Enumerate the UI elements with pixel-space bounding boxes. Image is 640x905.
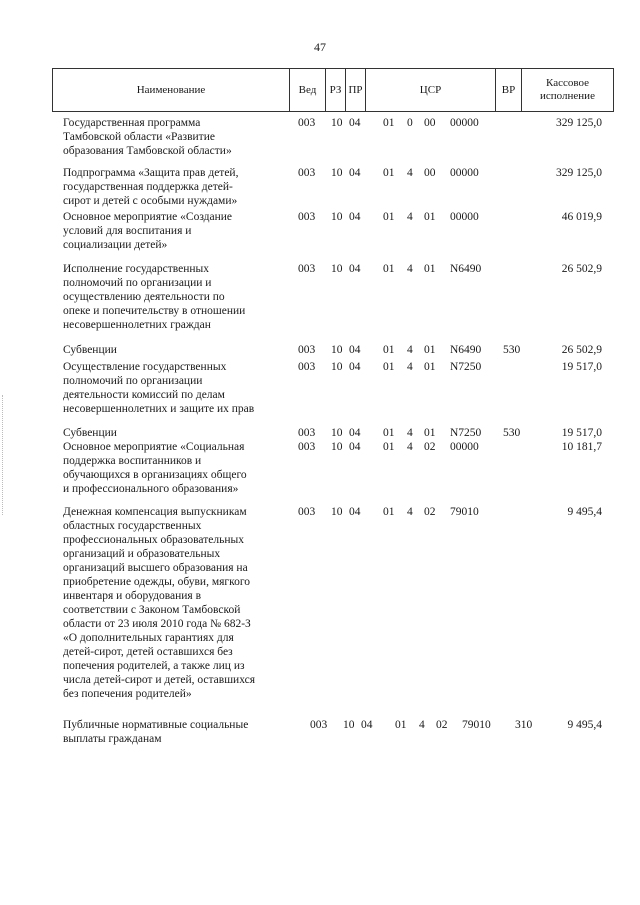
header-pr: ПР	[345, 68, 365, 112]
row-name-line: Подпрограмма «Защита прав детей,	[63, 167, 239, 179]
row-name-line: несовершеннолетних и защите их прав	[63, 403, 255, 415]
row-csr-direction: N6490	[450, 263, 482, 275]
row-csr-program: 01	[383, 167, 395, 179]
header-rz: РЗ	[325, 68, 345, 112]
row-csr-subprogram: 4	[407, 441, 413, 453]
row-pr: 04	[349, 211, 361, 223]
row-vr: 310	[515, 719, 533, 731]
row-csr-subprogram: 4	[407, 211, 413, 223]
row-name	[63, 426, 293, 440]
row-pr: 04	[349, 427, 361, 439]
row-rz: 10	[331, 441, 343, 453]
row-name-line: без попечения родителей»	[63, 688, 192, 700]
row-pr: 04	[349, 506, 361, 518]
row-name	[63, 262, 293, 332]
row-amount: 9 495,4	[567, 506, 602, 518]
row-csr-direction: N7250	[450, 361, 482, 373]
row-name	[63, 718, 293, 746]
row-name-line: полномочий по организации	[63, 375, 203, 387]
row-name-line: организаций и образовательных	[63, 548, 221, 560]
row-name-line: Осуществление государственных	[63, 361, 227, 373]
row-csr-activity: 01	[424, 427, 436, 439]
row-rz: 10	[331, 117, 343, 129]
row-csr-direction: 00000	[450, 441, 479, 453]
row-name	[63, 116, 293, 158]
row-csr-direction: N7250	[450, 427, 482, 439]
row-amount: 46 019,9	[561, 211, 602, 223]
row-csr-program: 01	[383, 263, 395, 275]
row-rz: 10	[331, 361, 343, 373]
row-rz: 10	[331, 211, 343, 223]
row-rz: 10	[331, 263, 343, 275]
row-ved: 003	[298, 427, 316, 439]
row-name	[63, 166, 293, 208]
row-ved: 003	[298, 167, 316, 179]
margin-scan-artifact	[2, 395, 6, 515]
row-name-line: организаций высшего образования на	[63, 562, 248, 574]
row-name-line: Денежная компенсация выпускникам	[63, 506, 247, 518]
row-name-line: «О дополнительных гарантиях для	[63, 632, 234, 644]
page-number: 47	[314, 40, 326, 54]
row-amount: 26 502,9	[561, 344, 602, 356]
row-csr-program: 01	[383, 441, 395, 453]
header-amount	[521, 68, 614, 112]
header-amount-line2: исполнение	[540, 90, 595, 102]
row-name-line: образования Тамбовской области»	[63, 145, 232, 157]
row-csr-subprogram: 4	[407, 167, 413, 179]
row-ved: 003	[298, 506, 316, 518]
header-csr: ЦСР	[365, 68, 495, 112]
row-csr-program: 01	[383, 361, 395, 373]
row-csr-subprogram: 0	[407, 117, 413, 129]
row-csr-activity: 01	[424, 211, 436, 223]
header-name: Наименование	[52, 68, 289, 112]
row-name-line: числа детей-сирот и детей, оставшихся	[63, 674, 256, 686]
row-csr-activity: 01	[424, 263, 436, 275]
row-csr-activity: 02	[436, 719, 448, 731]
row-pr: 04	[361, 719, 373, 731]
row-amount: 19 517,0	[561, 427, 602, 439]
row-name-line: Публичные нормативные социальные	[63, 719, 249, 731]
row-name-line: государственная поддержка детей-	[63, 181, 233, 193]
row-name-line: детей-сирот, детей оставшихся без	[63, 646, 233, 658]
row-name-line: поддержка воспитанников и	[63, 455, 202, 467]
row-ved: 003	[298, 117, 316, 129]
row-csr-activity: 00	[424, 167, 436, 179]
row-csr-direction: 00000	[450, 117, 479, 129]
row-rz: 10	[331, 167, 343, 179]
row-csr-direction: 79010	[462, 719, 491, 731]
row-csr-activity: 00	[424, 117, 436, 129]
row-name-line: и профессионального образования»	[63, 483, 239, 495]
row-name-line: выплаты гражданам	[63, 733, 162, 745]
row-csr-activity: 01	[424, 361, 436, 373]
row-csr-subprogram: 4	[419, 719, 425, 731]
row-name-line: областных государственных	[63, 520, 202, 532]
row-pr: 04	[349, 117, 361, 129]
row-name-line: деятельности комиссий по делам	[63, 389, 225, 401]
row-csr-direction: 79010	[450, 506, 479, 518]
row-csr-subprogram: 4	[407, 263, 413, 275]
row-name-line: Субвенции	[63, 344, 117, 356]
row-rz: 10	[343, 719, 355, 731]
row-rz: 10	[331, 427, 343, 439]
row-name-line: области от 23 июля 2010 года № 682-З	[63, 618, 251, 630]
row-csr-subprogram: 4	[407, 506, 413, 518]
row-csr-activity: 02	[424, 441, 436, 453]
row-name-line: Тамбовской области «Развитие	[63, 131, 215, 143]
row-csr-direction: N6490	[450, 344, 482, 356]
row-csr-activity: 02	[424, 506, 436, 518]
row-pr: 04	[349, 344, 361, 356]
row-amount: 10 181,7	[561, 441, 602, 453]
row-ved: 003	[298, 441, 316, 453]
row-csr-subprogram: 4	[407, 344, 413, 356]
header-ved: Вед	[289, 68, 325, 112]
row-name-line: попечения родителей, а также лиц из	[63, 660, 245, 672]
row-ved: 003	[298, 344, 316, 356]
row-name	[63, 343, 293, 357]
row-name-line: полномочий по организации и	[63, 277, 212, 289]
row-name-line: Субвенции	[63, 427, 117, 439]
row-name-line: Исполнение государственных	[63, 263, 209, 275]
row-ved: 003	[310, 719, 328, 731]
row-ved: 003	[298, 211, 316, 223]
row-name-line: профессиональных образовательных	[63, 534, 244, 546]
header-vr: ВР	[495, 68, 521, 112]
row-name-line: приобретение одежды, обуви, мягкого	[63, 576, 251, 588]
row-name-line: Основное мероприятие «Социальная	[63, 441, 245, 453]
row-name-line: сирот и детей с особыми нуждами»	[63, 195, 238, 207]
row-ved: 003	[298, 263, 316, 275]
row-amount: 26 502,9	[561, 263, 602, 275]
row-name-line: несовершеннолетних граждан	[63, 319, 211, 331]
row-name-line: обучающихся в организациях общего	[63, 469, 247, 481]
row-csr-program: 01	[395, 719, 407, 731]
row-name-line: осуществлению деятельности по	[63, 291, 225, 303]
row-pr: 04	[349, 263, 361, 275]
row-name-line: социализации детей»	[63, 239, 168, 251]
row-pr: 04	[349, 441, 361, 453]
row-csr-program: 01	[383, 344, 395, 356]
row-rz: 10	[331, 506, 343, 518]
row-csr-subprogram: 4	[407, 427, 413, 439]
row-name-line: Государственная программа	[63, 117, 201, 129]
row-rz: 10	[331, 344, 343, 356]
row-csr-program: 01	[383, 506, 395, 518]
row-vr: 530	[503, 344, 521, 356]
row-amount: 9 495,4	[567, 719, 602, 731]
row-name	[63, 360, 293, 416]
row-name	[63, 440, 293, 496]
row-csr-program: 01	[383, 211, 395, 223]
row-pr: 04	[349, 167, 361, 179]
row-csr-direction: 00000	[450, 167, 479, 179]
row-name-line: опеке и попечительству в отношении	[63, 305, 246, 317]
row-csr-subprogram: 4	[407, 361, 413, 373]
row-amount: 329 125,0	[556, 117, 602, 129]
row-name-line: Основное мероприятие «Создание	[63, 211, 233, 223]
header-amount-line1: Кассовое	[546, 77, 589, 89]
row-name	[63, 505, 293, 701]
row-name-line: соответствии с Законом Тамбовской	[63, 604, 241, 616]
row-pr: 04	[349, 361, 361, 373]
row-csr-activity: 01	[424, 344, 436, 356]
row-name-line: условий для воспитания и	[63, 225, 192, 237]
row-vr: 530	[503, 427, 521, 439]
row-amount: 19 517,0	[561, 361, 602, 373]
row-csr-program: 01	[383, 117, 395, 129]
row-ved: 003	[298, 361, 316, 373]
row-csr-program: 01	[383, 427, 395, 439]
row-name	[63, 210, 293, 252]
row-csr-direction: 00000	[450, 211, 479, 223]
table-header	[52, 68, 614, 112]
row-amount: 329 125,0	[556, 167, 602, 179]
row-name-line: инвентаря и оборудования в	[63, 590, 202, 602]
